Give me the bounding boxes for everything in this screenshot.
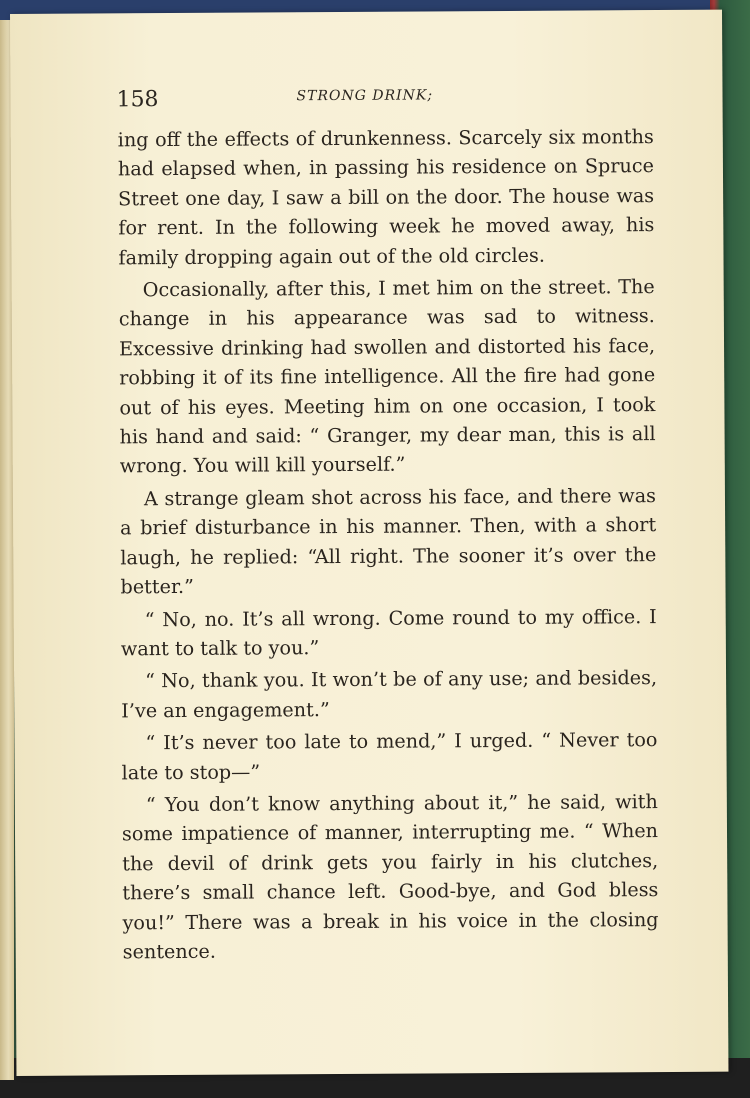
running-head — [116, 84, 676, 127]
page-number: 158 — [116, 87, 159, 113]
running-title: STRONG DRINK; — [296, 87, 434, 105]
paragraph: “ You don’t know anything about it,” he said, with some impatience of manner, interrupting me. “ When the devil of drink gets you fairly in his clutches, there’s small chance left. Good-bye, and God bless you!” There was a break in his voice in the closing sentence. — [121, 789, 659, 964]
paragraph: “ No, thank you. It won’t be of any use; and besides, I’ve an engagement.” — [121, 666, 658, 723]
paragraph: Occasionally, after this, I met him on the street. The change in his appearance was sad to witness. Excessive drinking had swollen and distorted his face, robbing it of its fine intelligence. All the fire had gone out of his eyes. Meeting him on one occasion, I took his hand and said: “ Granger, my dear man, this is all wrong. You will kill yourself.” — [118, 275, 656, 478]
paragraph: A strange gleam shot across his face, and there was a brief disturbance in his manner. Then, with a short laugh, he replied: “All right. The sooner it’s over the better.” — [120, 483, 657, 599]
body-text — [118, 122, 659, 967]
paragraph: ing off the effects of drunkenness. Scarcely six months had elapsed when, in passing his residence on Spruce Street one day, I saw a bill on the door. The house was for rent. In the following week he moved away, his family dropping again out of the old circles. — [117, 125, 655, 269]
paragraph: “ No, no. It’s all wrong. Come round to my office. I want to talk to you.” — [120, 604, 657, 661]
paragraph: “ It’s never too late to mend,” I urged. “ Never too late to stop—” — [121, 728, 658, 784]
book-page — [10, 10, 728, 1076]
